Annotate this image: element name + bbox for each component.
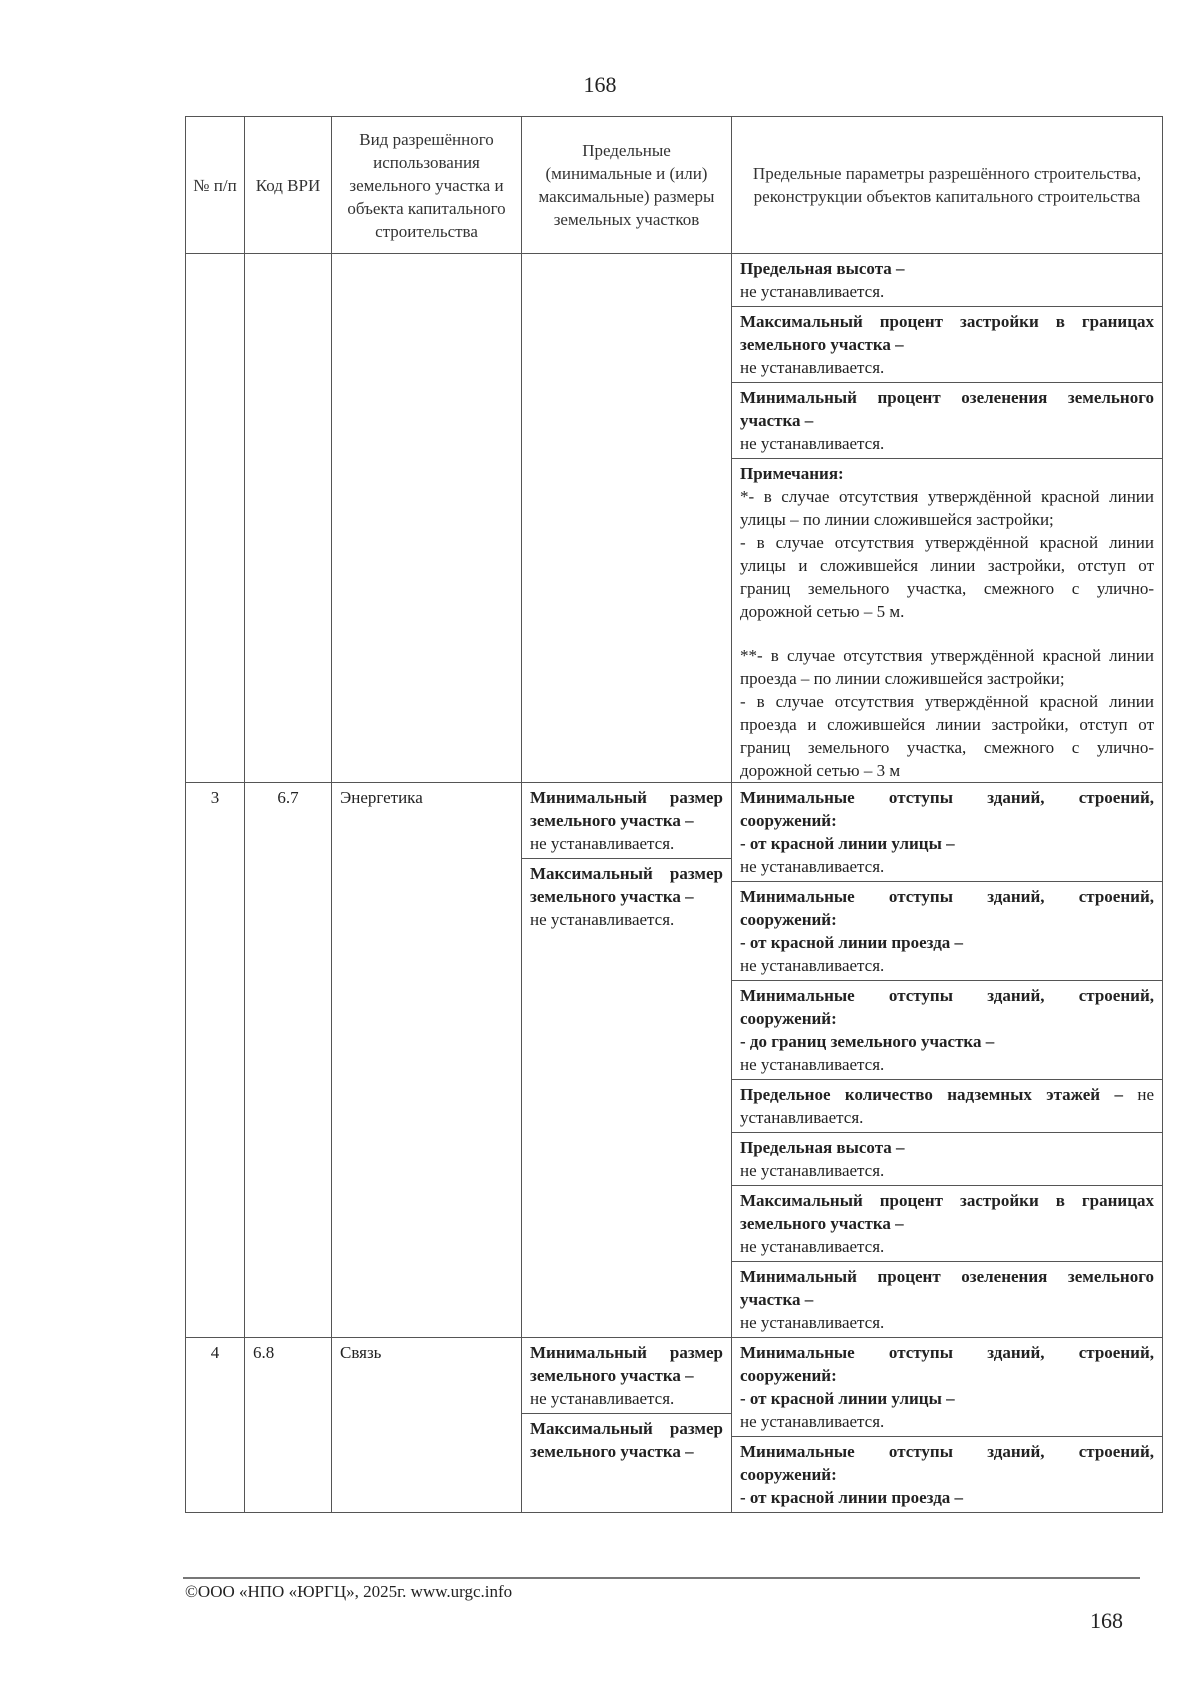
page-number-bottom: 168 (1090, 1608, 1123, 1633)
param-block (732, 783, 1162, 882)
param-value: не устанавливается. (740, 1237, 885, 1256)
size-block (522, 783, 731, 859)
note-line: - в случае отсутствия утверждённой красной линии проезда и сложившейся линии застройки, отступ от границ земельного участка, смежного с улично-дорожной сетью – 3 м (740, 692, 1154, 780)
cont-sizes-cell (522, 254, 732, 783)
cont-code-cell (245, 254, 332, 783)
header-code: Код ВРИ (245, 117, 332, 254)
param-title: Предельная высота – (740, 1138, 905, 1157)
param-value: не устанавливается. (740, 1161, 885, 1180)
param-block (732, 882, 1162, 981)
param-value: не устанавливается. (740, 1313, 885, 1332)
regulations-table (185, 116, 1163, 1513)
note-line: *- в случае отсутствия утверждённой красной линии улицы – по линии сложившейся застройки; (740, 487, 1154, 529)
param-value: не устанавливается. (740, 1055, 885, 1074)
param-value: не устанавливается. (740, 434, 885, 453)
cont-params-cell (732, 254, 1163, 783)
row-sizes-cell (522, 1338, 732, 1513)
notes-title: Примечания: (740, 464, 844, 483)
size-title: Минимальный размер земельного участка – (530, 1343, 723, 1385)
size-value: не устанавливается. (530, 910, 675, 929)
note-line: **- в случае отсутствия утверждённой красной линии проезда – по линии сложившейся застройки; (740, 646, 1154, 688)
table-header-row (186, 117, 1163, 254)
size-value: не устанавливается. (530, 1389, 675, 1408)
param-block (732, 254, 1162, 307)
param-value: не устанавливается. (740, 857, 885, 876)
notes-block (732, 459, 1162, 782)
header-params: Предельные параметры разрешённого строительства, реконструкции объектов капитального строительства (732, 117, 1163, 254)
row-params-cell (732, 1338, 1163, 1513)
param-block (732, 1338, 1162, 1437)
row-code: 6.7 (245, 783, 332, 1338)
page-number-top: 168 (583, 72, 617, 97)
param-block (732, 307, 1162, 383)
size-title: Максимальный размер земельного участка – (530, 1419, 723, 1461)
header-sizes: Предельные (минимальные и (или) максимальные) размеры земельных участков (522, 117, 732, 254)
param-block (732, 383, 1162, 459)
param-title: Минимальный процент озеленения земельного участка – (740, 388, 1154, 430)
note-line: - в случае отсутствия утверждённой красной линии улицы и сложившейся линии застройки, отступ от границ земельного участка, смежного с улично-дорожной сетью – 5 м. (740, 533, 1154, 621)
param-value: не устанавливается. (740, 282, 885, 301)
footer-copyright: ©ООО «НПО «ЮРГЦ», 2025г. www.urgc.info (185, 1582, 513, 1601)
param-subtitle: - от красной линии улицы – (740, 834, 955, 853)
param-block (732, 1262, 1162, 1337)
table-row-continuation (186, 254, 1163, 783)
param-title: Максимальный процент застройки в границах земельного участка – (740, 1191, 1154, 1233)
param-value: не устанавливается. (740, 1085, 1154, 1127)
header-kind: Вид разрешённого использования земельного участка и объекта капитального строительства (332, 117, 522, 254)
param-title: Минимальные отступы зданий, строений, сооружений: (740, 1343, 1154, 1385)
size-block (522, 1414, 731, 1466)
header-num: № п/п (186, 117, 245, 254)
param-subtitle: - от красной линии проезда – (740, 1488, 964, 1507)
cont-kind-cell (332, 254, 522, 783)
param-title: Максимальный процент застройки в границах земельного участка – (740, 312, 1154, 354)
row-code: 6.8 (245, 1338, 332, 1513)
size-title: Максимальный размер земельного участка – (530, 864, 723, 906)
row-params-cell (732, 783, 1163, 1338)
row-sizes-cell (522, 783, 732, 1338)
param-block (732, 981, 1162, 1080)
param-title: Предельное количество надземных этажей – (740, 1085, 1123, 1104)
param-title: Предельная высота – (740, 259, 905, 278)
size-title: Минимальный размер земельного участка – (530, 788, 723, 830)
cont-num-cell (186, 254, 245, 783)
footer-divider (183, 1577, 1140, 1579)
param-title: Минимальные отступы зданий, строений, сооружений: (740, 788, 1154, 830)
table-row (186, 1338, 1163, 1513)
param-block (732, 1080, 1162, 1133)
param-title: Минимальные отступы зданий, строений, сооружений: (740, 1442, 1154, 1484)
table-row (186, 783, 1163, 1338)
param-subtitle: - от красной линии улицы – (740, 1389, 955, 1408)
param-value: не устанавливается. (740, 1412, 885, 1431)
param-value: не устанавливается. (740, 358, 885, 377)
param-block (732, 1133, 1162, 1186)
param-subtitle: - до границ земельного участка – (740, 1032, 995, 1051)
size-value: не устанавливается. (530, 834, 675, 853)
param-title: Минимальные отступы зданий, строений, сооружений: (740, 986, 1154, 1028)
row-num: 4 (186, 1338, 245, 1513)
row-num: 3 (186, 783, 245, 1338)
size-block (522, 859, 731, 934)
param-subtitle: - от красной линии проезда – (740, 933, 964, 952)
param-block (732, 1437, 1162, 1512)
param-value: не устанавливается. (740, 956, 885, 975)
param-block (732, 1186, 1162, 1262)
row-kind: Энергетика (332, 783, 522, 1338)
size-block (522, 1338, 731, 1414)
param-title: Минимальные отступы зданий, строений, сооружений: (740, 887, 1154, 929)
param-title: Минимальный процент озеленения земельного участка – (740, 1267, 1154, 1309)
row-kind: Связь (332, 1338, 522, 1513)
